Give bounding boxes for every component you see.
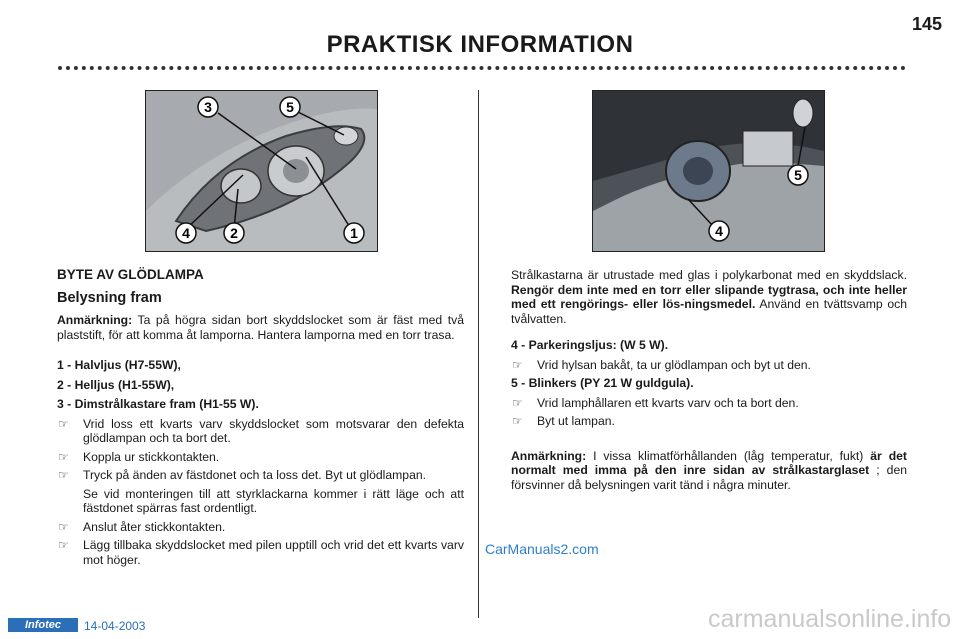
pointing-hand-icon: ☞ bbox=[512, 414, 523, 428]
pointing-hand-icon: ☞ bbox=[58, 449, 69, 464]
callout-1: 1 bbox=[350, 225, 358, 241]
instruction-bullet: ☞ Vrid hylsan bakåt, ta ur glödlampan och byt ut den. bbox=[512, 357, 811, 372]
dotted-divider bbox=[58, 66, 906, 70]
instruction-bullet: ☞ Anslut åter stickkontakten. bbox=[58, 519, 226, 534]
instruction-bullet: ☞ Vrid loss ett kvarts varv skyddslocket som motsvarar den defekta glödlampan och ta bort det. bbox=[58, 416, 464, 445]
section-title: BYTE AV GLÖDLAMPA bbox=[57, 267, 204, 282]
instruction-bullet: ☞ Byt ut lampan. bbox=[512, 414, 615, 428]
instruction-bullet: ☞ Tryck på änden av fästdonet och ta loss det. Byt ut glödlampan. bbox=[58, 468, 427, 482]
list-item: 2 - Helljus (H1-55W), bbox=[57, 377, 175, 392]
note-paragraph bbox=[57, 313, 464, 342]
note-label: Anmärkning: bbox=[57, 313, 133, 327]
column-divider bbox=[478, 90, 479, 618]
note-paragraph: Anmärkning: I vissa klimatförhållanden (låg temperatur, fukt) är det normalt med imma på den inre sidan av strålkastarglaset ; den försvinner då belysningen varit tänd i några minuter. bbox=[511, 448, 908, 492]
sub-title: Belysning fram bbox=[57, 289, 162, 306]
pointing-hand-icon: ☞ bbox=[58, 519, 69, 534]
engine-bay-photo bbox=[592, 90, 825, 252]
page-number: 145 bbox=[911, 14, 942, 34]
instruction-bullet: ☞ Vrid lamphållaren ett kvarts varv och ta bort den. bbox=[512, 395, 799, 410]
infotec-logo: Infotec bbox=[8, 618, 78, 632]
note-text: Ta på högra sidan bort skyddslocket som är fäst med två plaststift, för att komma åt lamporna. Hantera lamporna med en torr trasa. bbox=[57, 313, 464, 342]
footer-date: 14-04-2003 bbox=[84, 619, 146, 633]
list-item: 3 - Dimstrålkastare fram (H1-55 W). bbox=[57, 397, 259, 411]
right-column bbox=[511, 268, 907, 502]
callout-2: 2 bbox=[230, 225, 238, 241]
list-item: 5 - Blinkers (PY 21 W guldgula). bbox=[511, 376, 694, 390]
watermark-text: carmanualsonline.info bbox=[708, 605, 952, 633]
headlamp-front-photo bbox=[145, 90, 378, 252]
page-title: PRAKTISK INFORMATION bbox=[326, 31, 634, 58]
callout-5: 5 bbox=[286, 99, 294, 115]
list-item: 1 - Halvljus (H7-55W), bbox=[57, 358, 181, 372]
instruction-bullet: ☞ Koppla ur stickkontakten. bbox=[58, 449, 220, 464]
pointing-hand-icon: ☞ bbox=[58, 468, 69, 482]
intro-paragraph: Strålkastarna är utrustade med glas i polykarbonat med en skyddslack. Rengör dem inte med en torr eller slipande tygtrasa, och inte heller med ett rengörings- eller lös-ningsmedel. Använd en tvättsvamp och tvålvatten. bbox=[511, 268, 907, 326]
callout-3: 3 bbox=[204, 99, 212, 115]
instruction-note: Se vid monteringen till att styrklackarna kommer i rätt läge och att fästdonet spärras fast ordentligt. bbox=[83, 486, 464, 515]
left-column bbox=[57, 268, 464, 571]
pointing-hand-icon: ☞ bbox=[512, 357, 523, 372]
pointing-hand-icon: ☞ bbox=[58, 538, 69, 552]
watermark-link[interactable]: CarManuals2.com bbox=[485, 541, 599, 557]
callout-4: 4 bbox=[715, 223, 723, 239]
callout-5: 5 bbox=[794, 167, 802, 183]
instruction-bullet: ☞ Lägg tillbaka skyddslocket med pilen upptill och vrid det ett kvarts varv mot höger. bbox=[58, 538, 464, 567]
pointing-hand-icon: ☞ bbox=[58, 416, 69, 431]
callout-4: 4 bbox=[182, 225, 190, 241]
list-item: 4 - Parkeringsljus: (W 5 W). bbox=[511, 338, 669, 352]
pointing-hand-icon: ☞ bbox=[512, 395, 523, 410]
